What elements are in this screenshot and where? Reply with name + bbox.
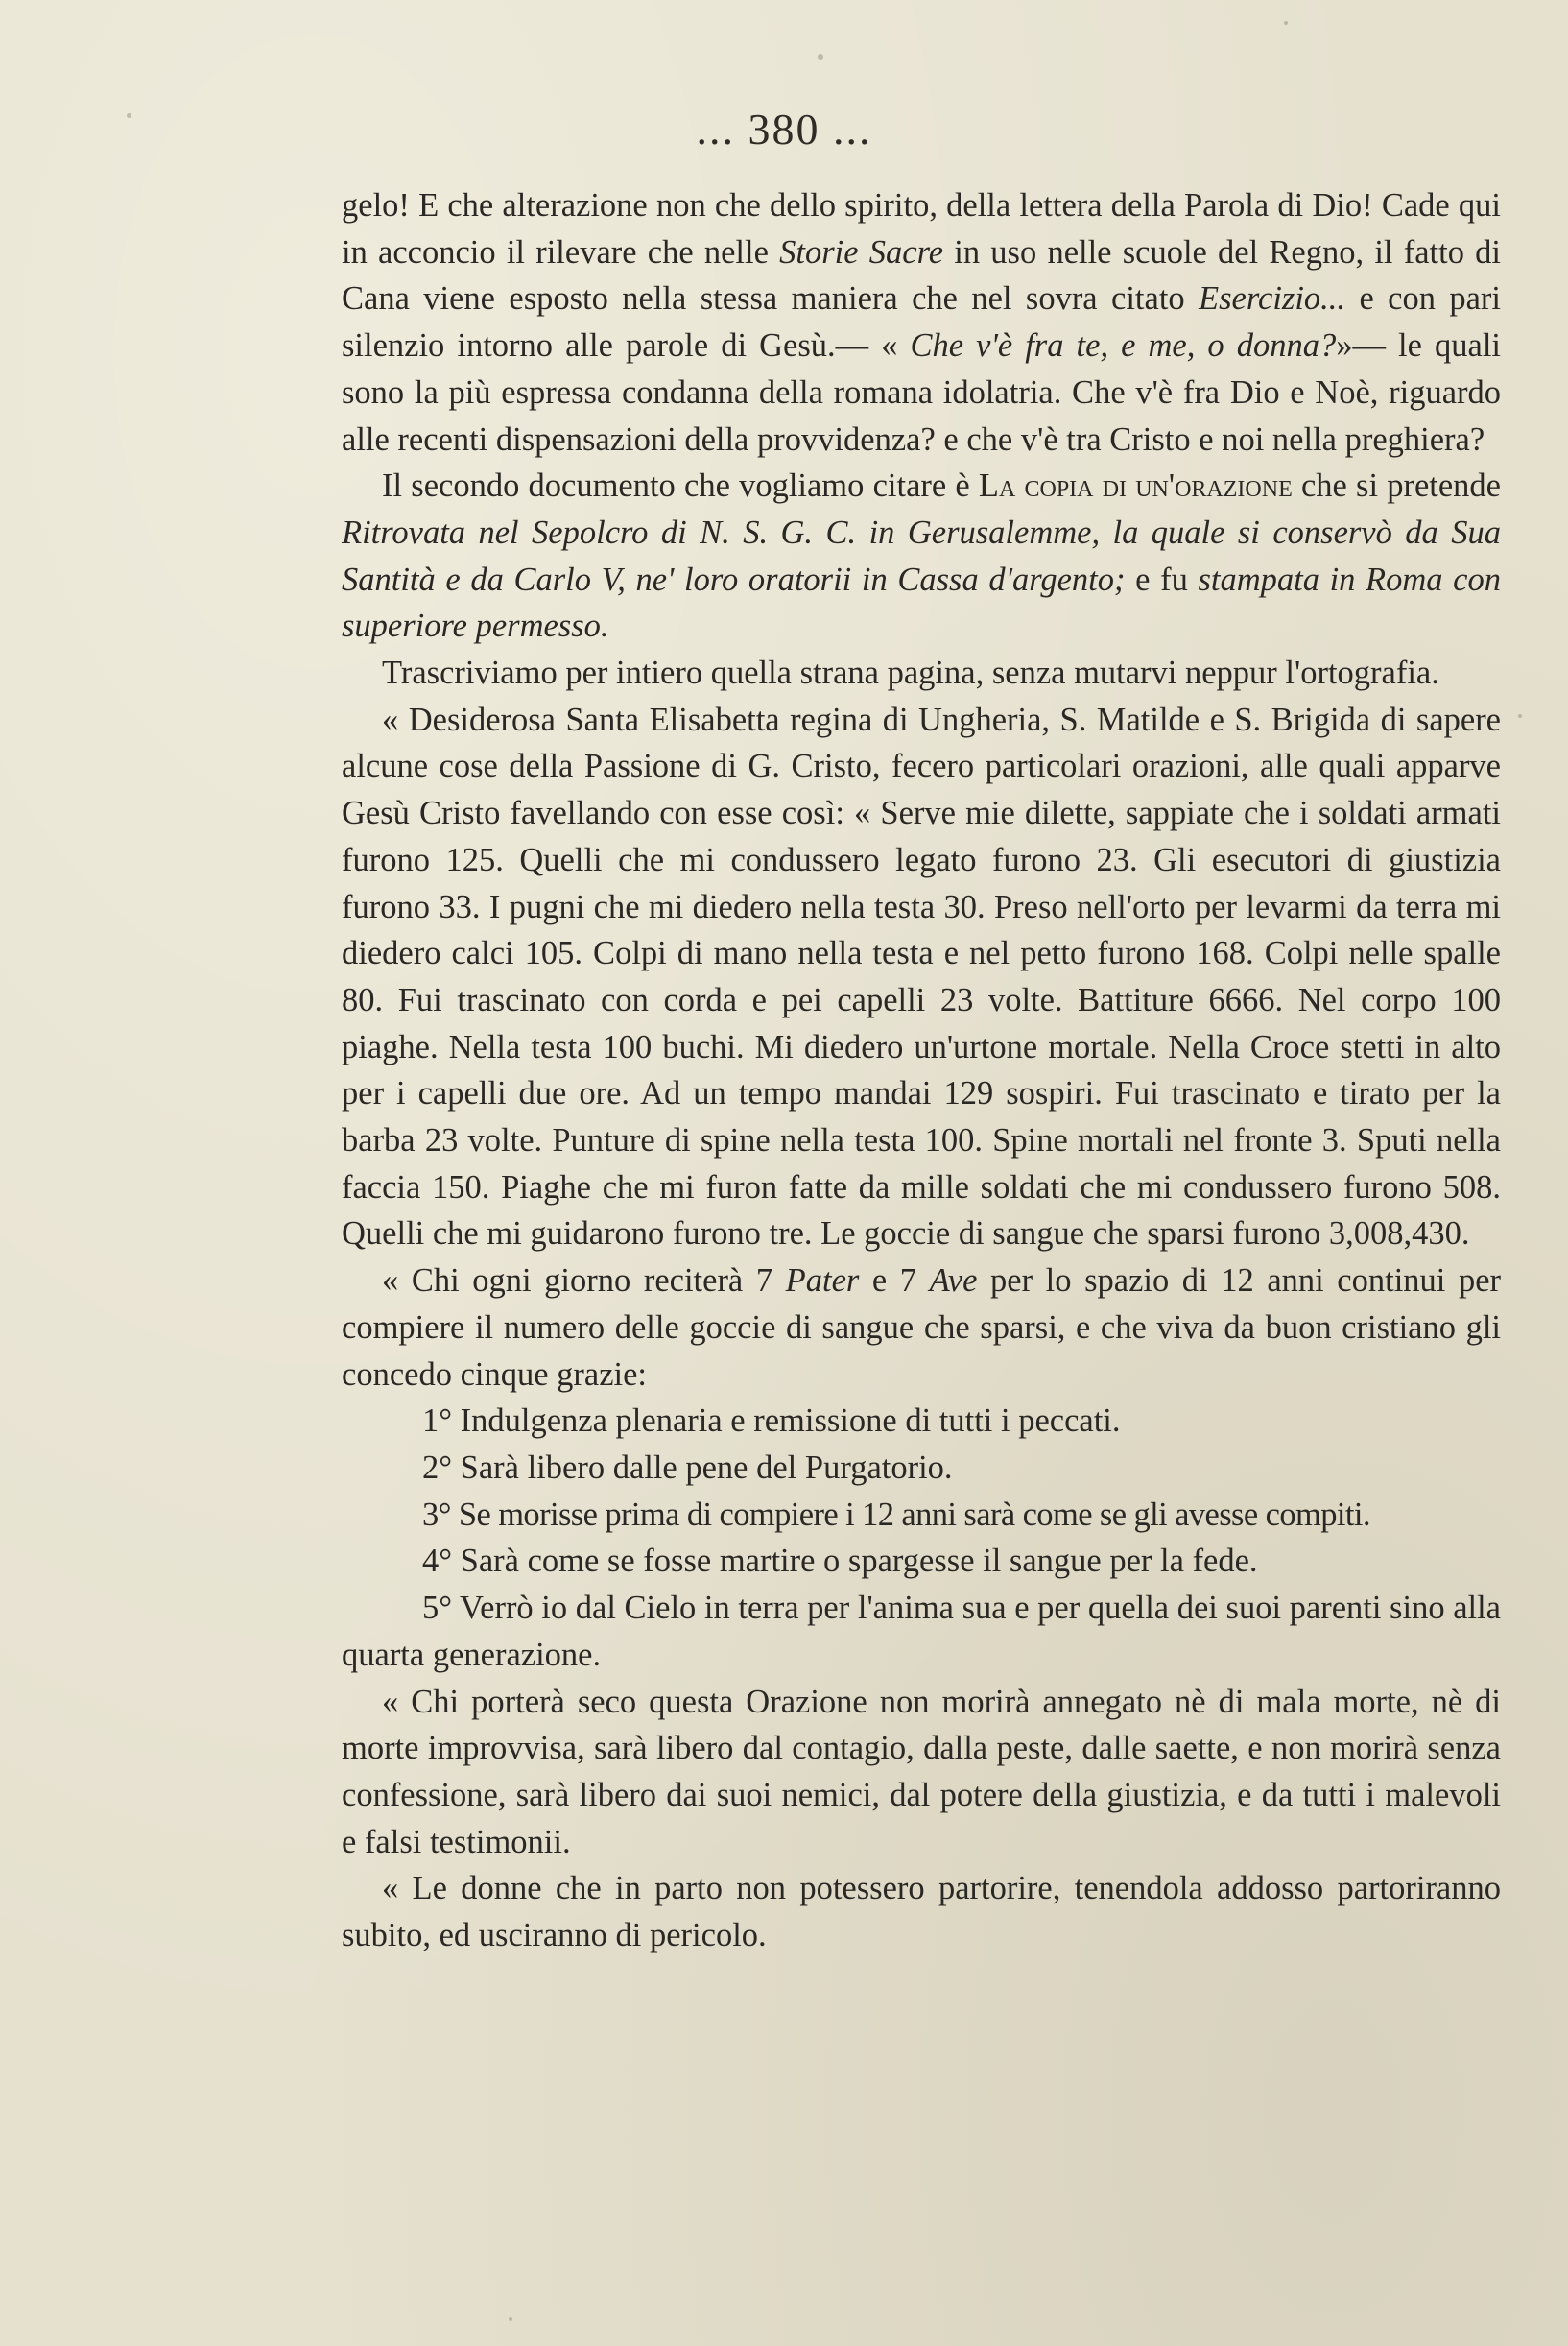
paragraph: Trascriviamo per intiero quella strana pagina, senza mutarvi neppur l'ortografia. — [382, 655, 1439, 692]
paper-speck — [818, 54, 823, 60]
small-caps-text: La copia di un'orazione — [978, 467, 1293, 505]
italic-text: Pater — [785, 1262, 860, 1300]
paragraph — [342, 463, 1501, 650]
list-item: 1° Indulgenza plenaria e remissione di tutti i peccati. — [422, 1402, 1121, 1440]
paragraph: « Chi porterà seco questa Orazione non morirà annegato nè di mala morte, nè di morte improvvisa, sarà libero dal contagio, dalla peste, dalle saette, e non morirà senza confessione, sarà libero dai suoi nemici, dal potere della giustizia, e da tutti i malevoli e falsi testimonii. — [342, 1683, 1501, 1860]
text-run: »— le quali sono la più espressa condanna della romana idolatria. Che v'è fra Dio e Noè, riguardo alle recenti dispensazioni della provvidenza? e che v'è tra Cristo e noi nella preghiera? — [342, 327, 1501, 458]
list-item: 4° Sarà come se fosse martire o spargesse il sangue per la fede. — [422, 1543, 1258, 1580]
paper-speck — [1518, 714, 1522, 718]
italic-text: Esercizio... — [1199, 280, 1346, 318]
paragraph — [342, 182, 1501, 463]
text-run: e 7 — [859, 1262, 930, 1300]
page-number: ... 380 ... — [696, 105, 872, 154]
text-run: e con pari silenzio intorno alle parole di Gesù.— « — [342, 280, 1501, 365]
text-run: in uso nelle scuole del Regno, il fatto di Cana viene esposto nella stessa maniera che nel sovra citato — [342, 233, 1501, 318]
paper-speck — [1284, 21, 1288, 25]
paragraph: « Desiderosa Santa Elisabetta regina di Ungheria, S. Matilde e S. Brigida di sapere alcune cose della Passione di G. Cristo, fecero particolari orazioni, alle quali apparve Gesù Cristo favellando con esse così: « Serve mie dilette, sappiate che i soldati armati furono 125. Quelli che mi condussero legato furono 23. Gli esecutori di giustizia furono 33. I pugni che mi diedero nella testa 30. Preso nell'orto per levarmi da terra mi diedero calci 105. Colpi di mano nella testa e nel petto furono 168. Colpi nelle spalle 80. Fui trascinato con corda e pei capelli 23 volte. Battiture 6666. Nel corpo 100 piaghe. Nella testa 100 buchi. Mi diedero un'urtone mortale. Nella Croce stetti in alto per i capelli due ore. Ad un tempo mandai 129 sospiri. Fui trascinato e tirato per la barba 23 volte. Punture di spine nella testa 100. Spine mortali nel fronte 3. Sputi nella faccia 150. Piaghe che mi furon fatte da mille soldati che mi condussero furono 508. Quelli che mi guidarono furono tre. Le goccie di sangue che sparsi furono 3,008,430. — [342, 701, 1501, 1253]
paragraph: « Le donne che in parto non potessero partorire, tenendola addosso partoriranno subito, ed usciranno di pericolo. — [342, 1870, 1501, 1954]
list-item: 5° Verrò io dal Cielo in terra per l'anima sua e per quella dei suoi parenti sino alla quarta generazione. — [342, 1590, 1501, 1673]
paper-speck — [509, 2317, 512, 2321]
list-item: 2° Sarà libero dalle pene del Purgatorio. — [422, 1448, 953, 1486]
italic-text: Che v'è fra te, e me, o donna? — [910, 327, 1337, 365]
text-run: che si pretende — [1292, 467, 1501, 505]
italic-text: Ave — [929, 1262, 978, 1300]
text-run: Il secondo documento che vogliamo citare è — [382, 467, 979, 505]
italic-text: Storie Sacre — [779, 233, 944, 271]
text-run: per lo spazio di 12 anni continui per compiere il numero delle goccie di sangue che sparsi, e che viva da buon cristiano gli concedo cinque grazie: — [342, 1262, 1501, 1393]
paragraph — [342, 1257, 1501, 1398]
text-run: « Chi ogni giorno reciterà 7 — [382, 1262, 786, 1300]
italic-text: Ritrovata nel Sepolcro di N. S. G. C. in Gerusalemme, la quale si conservò da Sua Santità e da Carlo V, ne' loro oratorii in Cassa d'argento; — [342, 514, 1501, 598]
italic-text: stampata in Roma con superiore permesso. — [342, 561, 1501, 645]
text-run: gelo! E che alterazione non che dello spirito, della lettera della Parola di Dio! Cade qui in acconcio il rilevare che nelle — [342, 187, 1501, 271]
text-run: e fu — [1125, 561, 1199, 598]
page-body — [342, 182, 1501, 1959]
list-item: 3° Se morisse prima di compiere i 12 anni sarà come se gli avesse compiti. — [422, 1496, 1370, 1533]
